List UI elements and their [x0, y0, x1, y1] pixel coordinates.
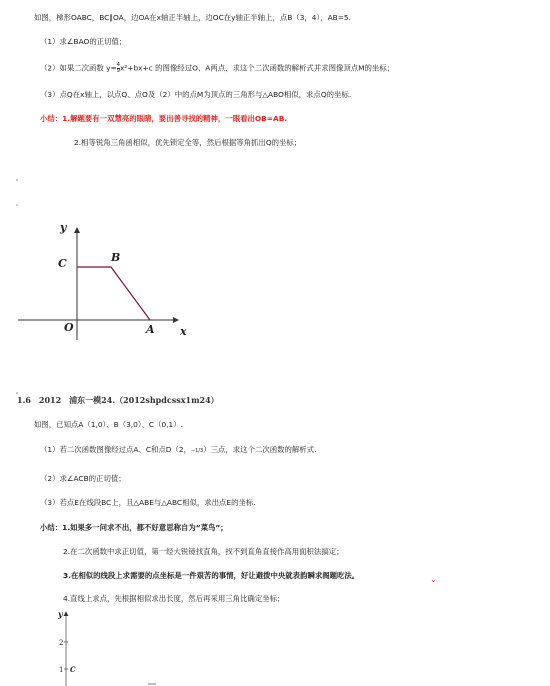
problem2-question3: （3）若点E在线段BC上，且△ABE与△ABC相似，求出点E的坐标. [40, 498, 256, 507]
problem1-tip2: 2.相等锐角三角函相似，优先锁定全等，然后根据等角抓出Q的坐标； [74, 138, 302, 147]
problem1-label-o: O [64, 321, 74, 334]
problem1-intro: 如图，梯形OABC，BC∥OA，边OA在x轴正半轴上，边OC在y轴正半轴上，点B（3，4），AB=5. [34, 13, 351, 22]
problem1-label-b: B [111, 251, 121, 264]
problem1-trapezoid-edge [77, 267, 150, 320]
problem2-question2: （2）求∠ACB的正切值； [40, 474, 126, 483]
problem1-label-a: A [146, 323, 155, 336]
problem2-tip4: 4.直线上求点，先根据相似求出长度，然后再采用三角比确定坐标； [63, 594, 285, 603]
problem1-label-c: C [58, 257, 67, 270]
red-mark: ⌄ [430, 575, 437, 584]
problem2-tip-heading: 小结：1.如果多一问求不出，都不好意思称自为“菜鸟”； [40, 523, 228, 532]
problem1-q2-fraction: $\frac{4}{9}$ [116, 62, 120, 74]
problem1-label-y: y [60, 221, 67, 234]
problem1-question1: （1）求∠BAO的正切值； [40, 37, 127, 46]
problem2-label-2: 2 [59, 639, 64, 647]
problem2-intro: 如图，已知点A（1,0）、B（3,0）、C（0,1）. [34, 420, 183, 429]
problem2-tip3: 3.在相似的线段上求需要的点坐标是一件艰苦的事情，好让避拨中央就表韵瞬求阁题吃法。 [63, 571, 360, 580]
problem2-question1 [40, 445, 316, 456]
problem2-label-y: y [58, 609, 63, 619]
problem2-tip2: 2.在二次函数中求正切值，第一经大锐镜找直角，找不到直角直接作高用面积法搞定； [63, 547, 344, 556]
problem2-label-1: 1 [59, 666, 64, 674]
problem1-q2-suffix: x²+bx+c 的图像经过O、A两点，求这个二次函数的解析式并求图像顶点M的坐标； [119, 63, 395, 73]
problem1-tip1: 小结：1.解题要有一双慧亮的眼睛，要出善寻找的精神，一眼看出OB=AB. [40, 114, 288, 123]
problem1-label-x: x [180, 325, 187, 338]
problem1-q2-prefix: （2）如果二次函数 y= [40, 63, 117, 73]
problem2-q1-suffix: ）三点，求这个二次函数的解析式. [203, 445, 317, 454]
section-heading: 1.6 2012 浦东一模24.（2012shpdcssx1m24） [17, 395, 219, 405]
problem2-q1-fraction: −1/3 [190, 448, 204, 454]
problem2-label-c: C [70, 665, 76, 674]
problem1-question3: （3）点Q在x轴上，以点Q、点O及（2）中的点M为顶点的三角形与△ABO相似，求点Q的坐标. [40, 90, 352, 99]
problem2-q1-prefix: （1）若二次函数图像经过点A、C和点D（2， [40, 445, 191, 454]
